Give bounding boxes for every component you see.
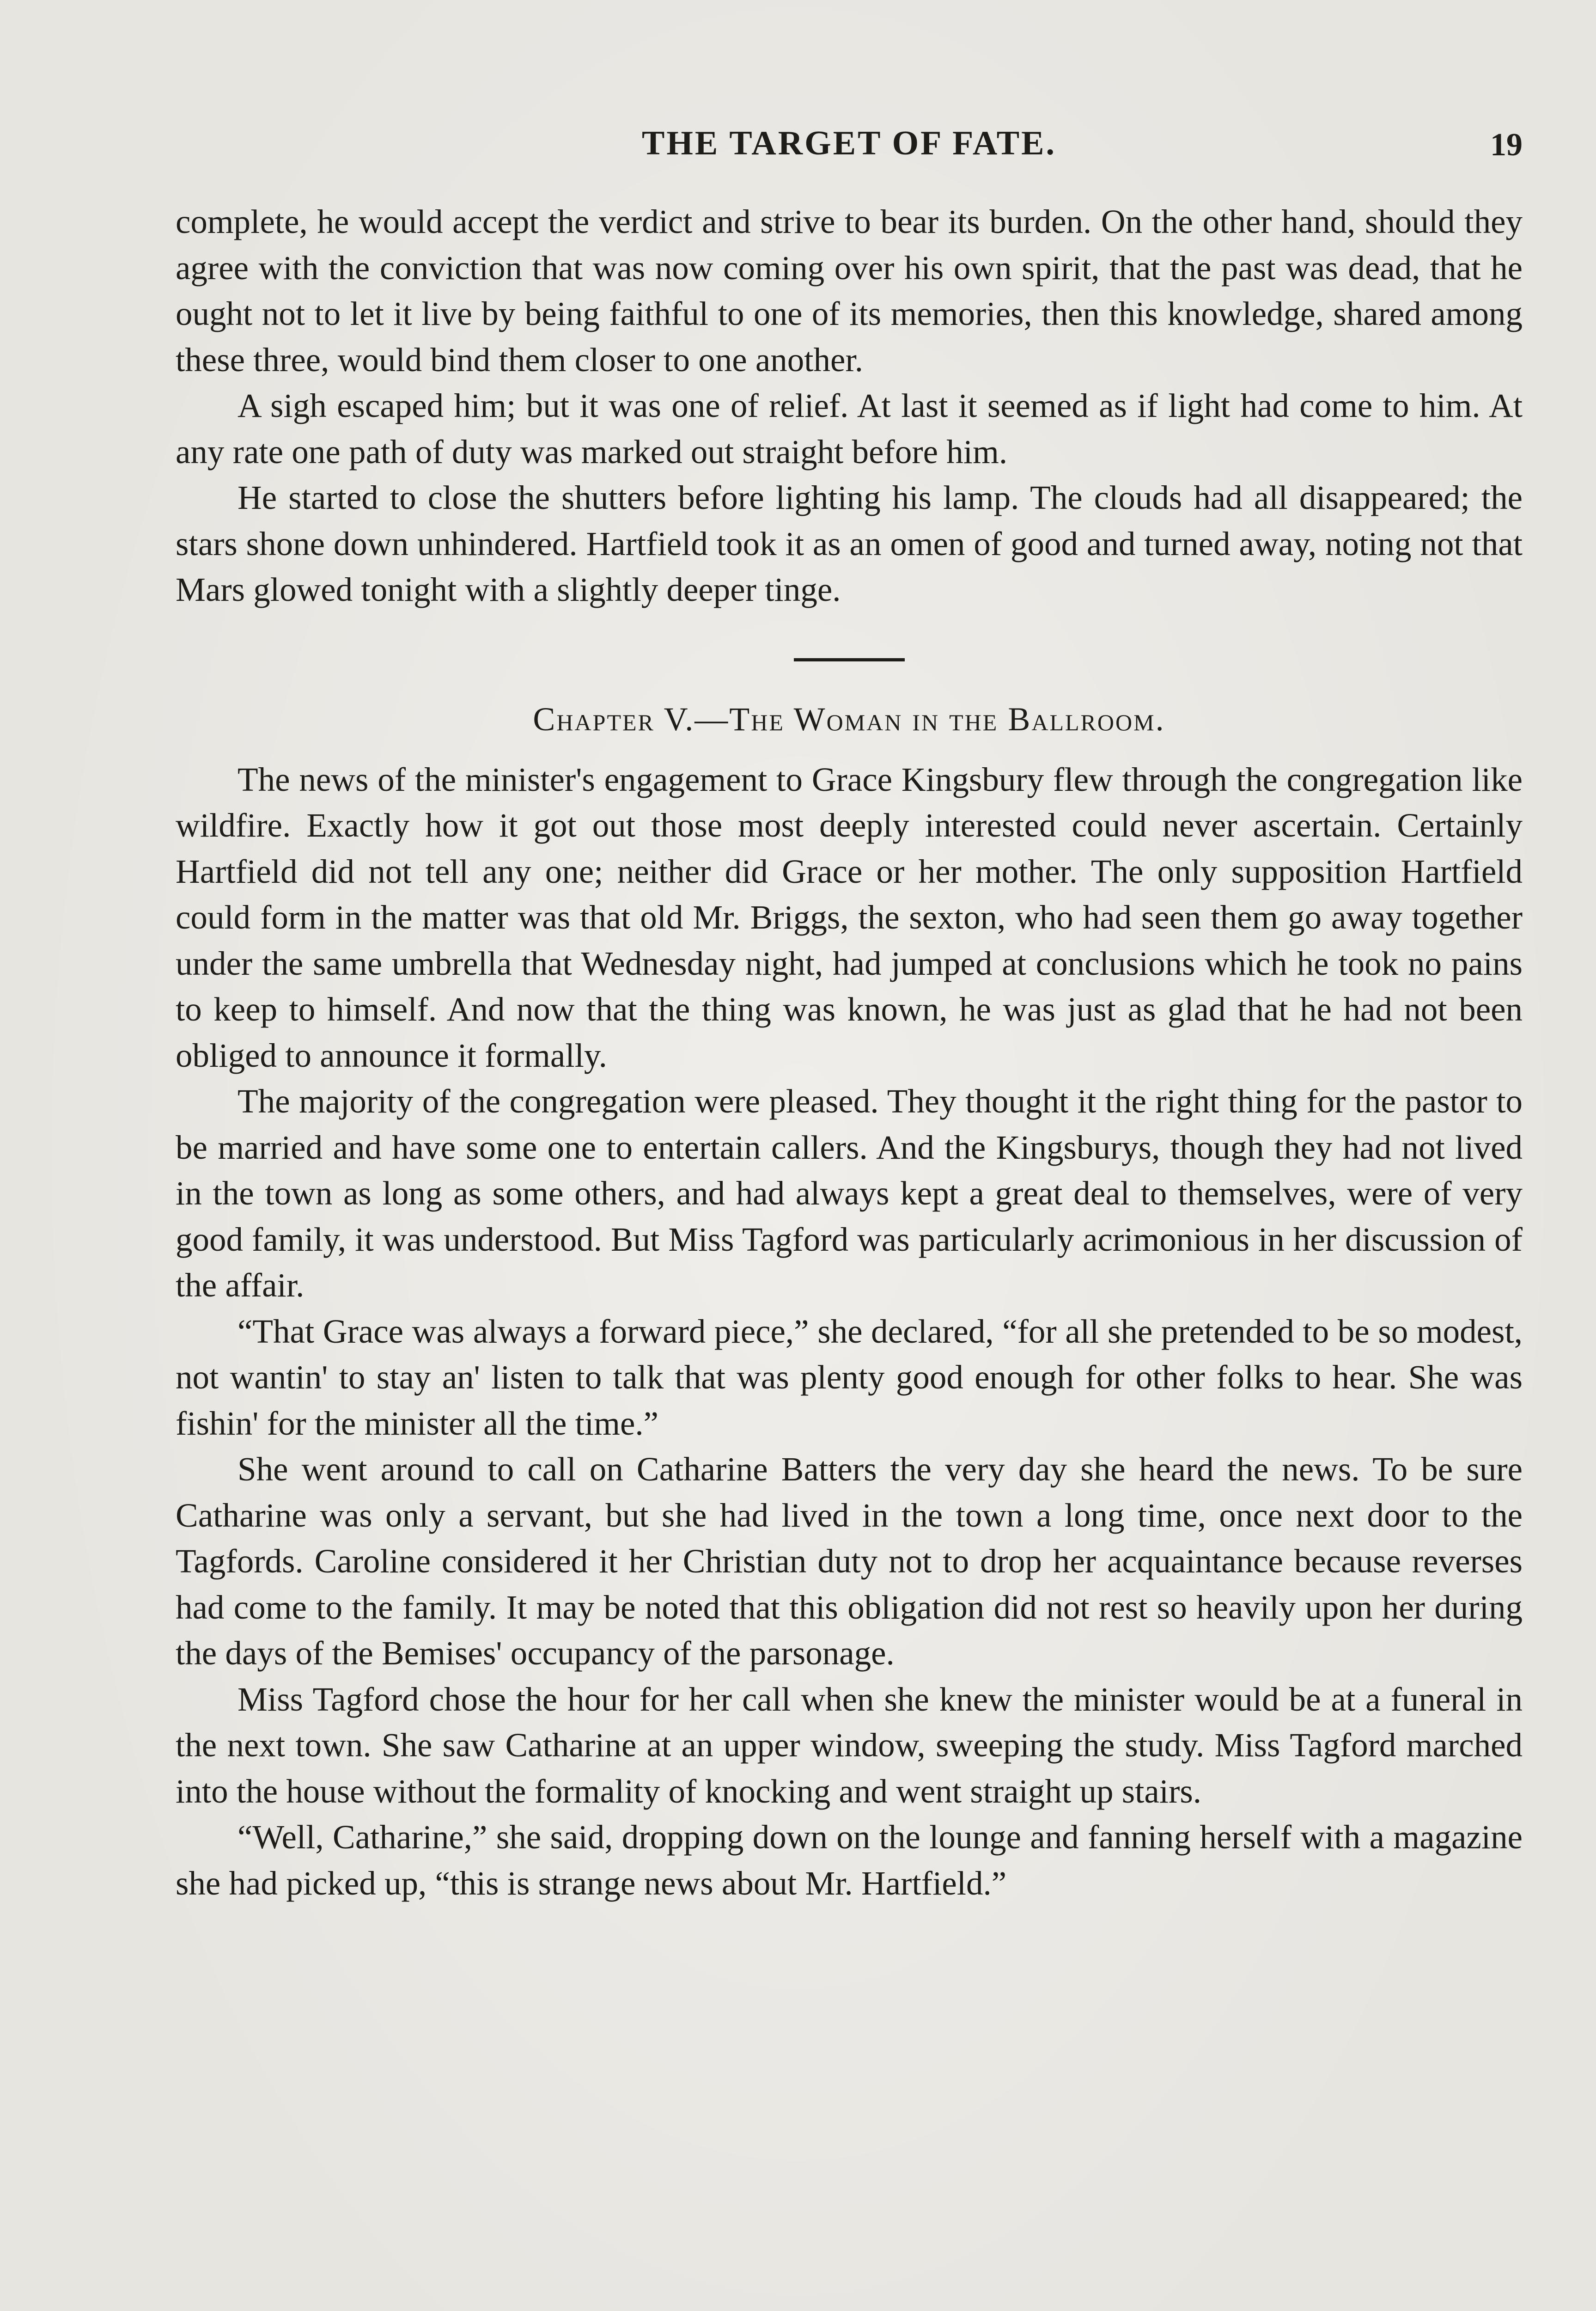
paragraph: Miss Tagford chose the hour for her call when she knew the minister would be at a funeral in the next town. She saw Catharine at an upper window, sweeping the study. Miss Tagford marched into the house without the formality of knocking and went straight up stairs. xyxy=(176,1680,1523,1810)
running-head xyxy=(176,124,1523,175)
running-title: THE TARGET OF FATE. xyxy=(641,124,1056,162)
paragraph: “That Grace was always a forward piece,” she declared, “for all she pretended to be so modest, not wantin' to stay an' listen to talk that was plenty good enough for other folks to hear. She was fishin' for the minister all the time.” xyxy=(176,1312,1523,1442)
paragraph: complete, he would accept the verdict and strive to bear its burden. On the other hand, should they agree with the conviction that was now coming over his own spirit, that the past was dead, that he ought not to let it live by being faithful to one of its memories, then this knowledge, shared among these three, would bind them closer to one another. xyxy=(176,203,1523,379)
paragraph: The news of the minister's engagement to Grace Kingsbury flew through the congregation like wildfire. Exactly how it got out those most deeply interested could never ascertain. Certainly Hartfield did not tell any one; neither did Grace or her mother. The only supposition Hartfield could form in the matter was that old Mr. Briggs, the sexton, who had seen them go away together under the same umbrella that Wednesday night, had jumped at conclusions which he took no pains to keep to himself. And now that the thing was known, he was just as glad that he had not been obliged to announce it formally. xyxy=(176,760,1523,1074)
section-divider xyxy=(794,658,905,661)
body-text xyxy=(176,199,1523,1906)
chapter-heading: Chapter V.—The Woman in the Ballroom. xyxy=(533,700,1165,738)
paragraph: A sigh escaped him; but it was one of relief. At last it seemed as if light had come to him. At any rate one path of duty was marked out straight before him. xyxy=(176,387,1523,471)
paragraph: He started to close the shutters before lighting his lamp. The clouds had all disappeared; the stars shone down unhindered. Hartfield took it as an omen of good and turned away, noting not that Mars glowed tonight with a slightly deeper tinge. xyxy=(176,479,1523,608)
page-number: 19 xyxy=(1490,127,1523,163)
paragraph: The majority of the congregation were pleased. They thought it the right thing for the pastor to be married and have some one to entertain callers. And the Kingsburys, though they had not lived in the town as long as some others, and had always kept a great deal to themselves, were of very good family, it was understood. But Miss Tagford was particularly acrimonious in her discussion of the affair. xyxy=(176,1082,1523,1304)
paragraph: “Well, Catharine,” she said, dropping down on the lounge and fanning herself with a magazine she had picked up, “this is strange news about Mr. Hartfield.” xyxy=(176,1818,1523,1902)
paragraph: She went around to call on Catharine Batters the very day she heard the news. To be sure Catharine was only a servant, but she had lived in the town a long time, once next door to the Tagfords. Caroline considered it her Christian duty not to drop her acquaintance because reverses had come to the family. It may be noted that this obligation did not rest so heavily upon her during the days of the Bemises' occupancy of the parsonage. xyxy=(176,1450,1523,1672)
